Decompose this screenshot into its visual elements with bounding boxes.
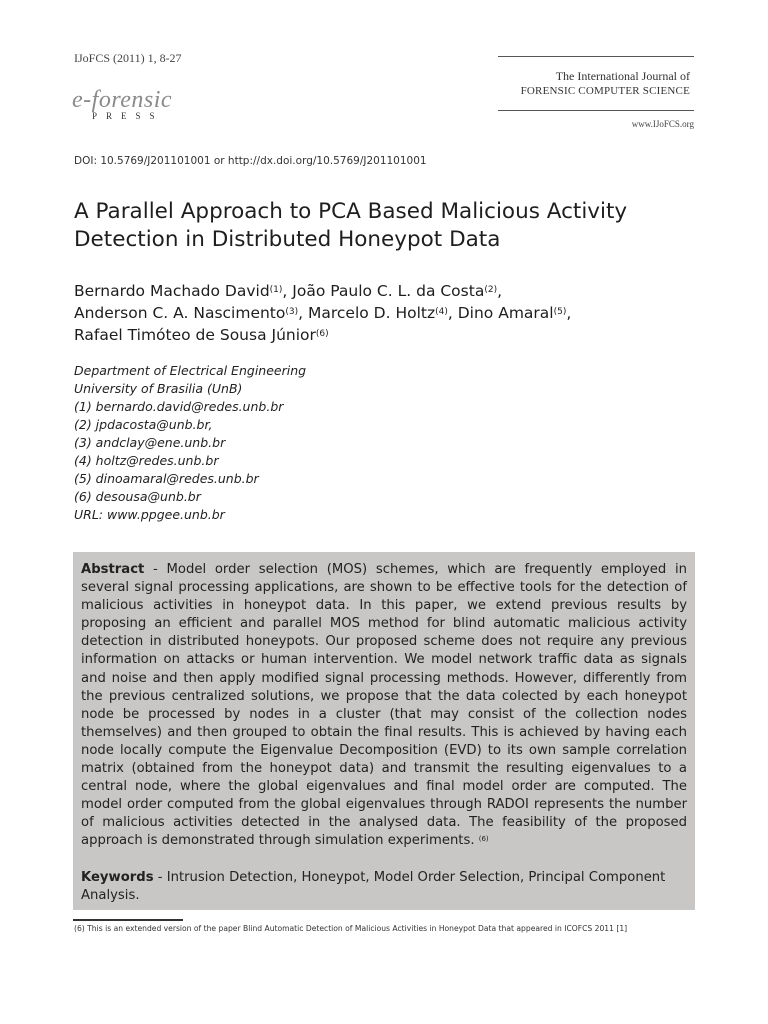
affiliation-email[interactable]: (3) andclay@ene.unb.br — [74, 435, 226, 450]
author-sep: , — [282, 282, 293, 300]
author-line-2 — [74, 302, 714, 324]
affiliation-department: Department of Electrical Engineering — [74, 363, 307, 378]
title-line-2: Detection in Distributed Honeypot Data — [74, 227, 501, 252]
journal-name-line1: The International Journal of — [555, 69, 690, 83]
logo-press-text: PRESS — [92, 111, 164, 121]
author-name: Rafael Timóteo de Sousa Júnior — [74, 326, 316, 344]
journal-rule-bottom — [498, 110, 694, 111]
author-list — [74, 280, 714, 346]
affiliation-email[interactable]: (4) holtz@redes.unb.br — [74, 453, 219, 468]
affiliation-email[interactable]: (2) jpdacosta@unb.br, — [74, 417, 213, 432]
journal-rule-top — [498, 56, 694, 57]
author-mark: (2) — [484, 285, 498, 295]
author-mark: (5) — [553, 307, 567, 317]
affiliation-block — [74, 362, 474, 524]
abstract-paragraph — [81, 561, 687, 851]
abstract-label: Abstract — [81, 562, 145, 577]
keywords-body: - Intrusion Detection, Honeypot, Model Order Selection, Principal Component Analysis. — [81, 870, 666, 904]
doi-line[interactable]: DOI: 10.5769/J201101001 or http://dx.doi.org/10.5769/J201101001 — [74, 155, 427, 167]
footnote-rule — [73, 919, 183, 921]
author-name: Bernardo Machado David — [74, 282, 270, 300]
author-sep: , — [447, 304, 458, 322]
abstract-footnote-mark: (6) — [478, 835, 489, 844]
affiliation-university: University of Brasilia (UnB) — [74, 381, 243, 396]
author-mark: (1) — [269, 285, 283, 295]
paper-title — [74, 198, 714, 254]
author-name: Dino Amaral — [457, 304, 554, 322]
abstract-body: - Model order selection (MOS) schemes, which are frequently employed in several signal processing applications, are shown to be effective tools for the detection of malicious activities in honeypot data. In this paper, we extend previous results by proposing an efficient and parallel MOS method for blind automatic malicious activity detection in distributed honeypots. Our proposed scheme does not require any previous information on attacks or human intervention. We model network traffic data as signals and noise and then apply modified signal processing methods. However, differently from the previous centralized solutions, we propose that the data colected by each honeypot node be processed by nodes in a cluster (that may consist of the collection nodes themselves) and then grouped to obtain the final results. This is achieved by having each node locally compute the Eigenvalue Decomposition (EVD) to its own sample correlation matrix (obtained from the honeypot data) and transmit the resulting eigenvalues to a central node, where the global eigenvalues and final model order are computed. The model order computed from the global eigenvalues through RADOI represents the number of malicious activities detected in the analysed data. The feasibility of the proposed approach is demonstrated through simulation experiments. — [81, 562, 687, 849]
journal-name-line2: FORENSIC COMPUTER SCIENCE — [520, 85, 690, 97]
journal-url[interactable]: www.IJoFCS.org — [631, 119, 694, 129]
affiliation-email[interactable]: (1) bernardo.david@redes.unb.br — [74, 399, 284, 414]
journal-citation: IJoFCS (2011) 1, 8-27 — [74, 51, 182, 65]
author-line-3 — [74, 324, 714, 346]
affiliation-url[interactable]: URL: www.ppgee.unb.br — [74, 507, 225, 522]
author-name: Anderson C. A. Nascimento — [74, 304, 286, 322]
author-mark: (6) — [315, 329, 329, 339]
author-sep: , — [497, 282, 503, 300]
author-name: Marcelo D. Holtz — [307, 304, 436, 322]
title-line-1: A Parallel Approach to PCA Based Malicious Activity — [74, 199, 628, 224]
author-mark: (3) — [285, 307, 299, 317]
affiliation-email[interactable]: (6) desousa@unb.br — [74, 489, 201, 504]
logo-wordmark: e-forensic — [72, 87, 173, 113]
affiliation-email[interactable]: (5) dinoamaral@redes.unb.br — [74, 471, 259, 486]
author-sep: , — [566, 304, 572, 322]
e-forensic-press-logo — [72, 89, 202, 123]
keywords-label: Keywords — [81, 870, 154, 885]
keywords-paragraph — [81, 869, 687, 905]
author-mark: (4) — [435, 307, 448, 317]
author-line-1 — [74, 280, 714, 302]
author-name: João Paulo C. L. da Costa — [292, 282, 485, 300]
footnote: (6) This is an extended version of the paper Blind Automatic Detection of Malicious Activities in Honeypot Data that appeared in ICOFCS 2011 [1] — [74, 924, 628, 933]
author-sep: , — [298, 304, 308, 322]
